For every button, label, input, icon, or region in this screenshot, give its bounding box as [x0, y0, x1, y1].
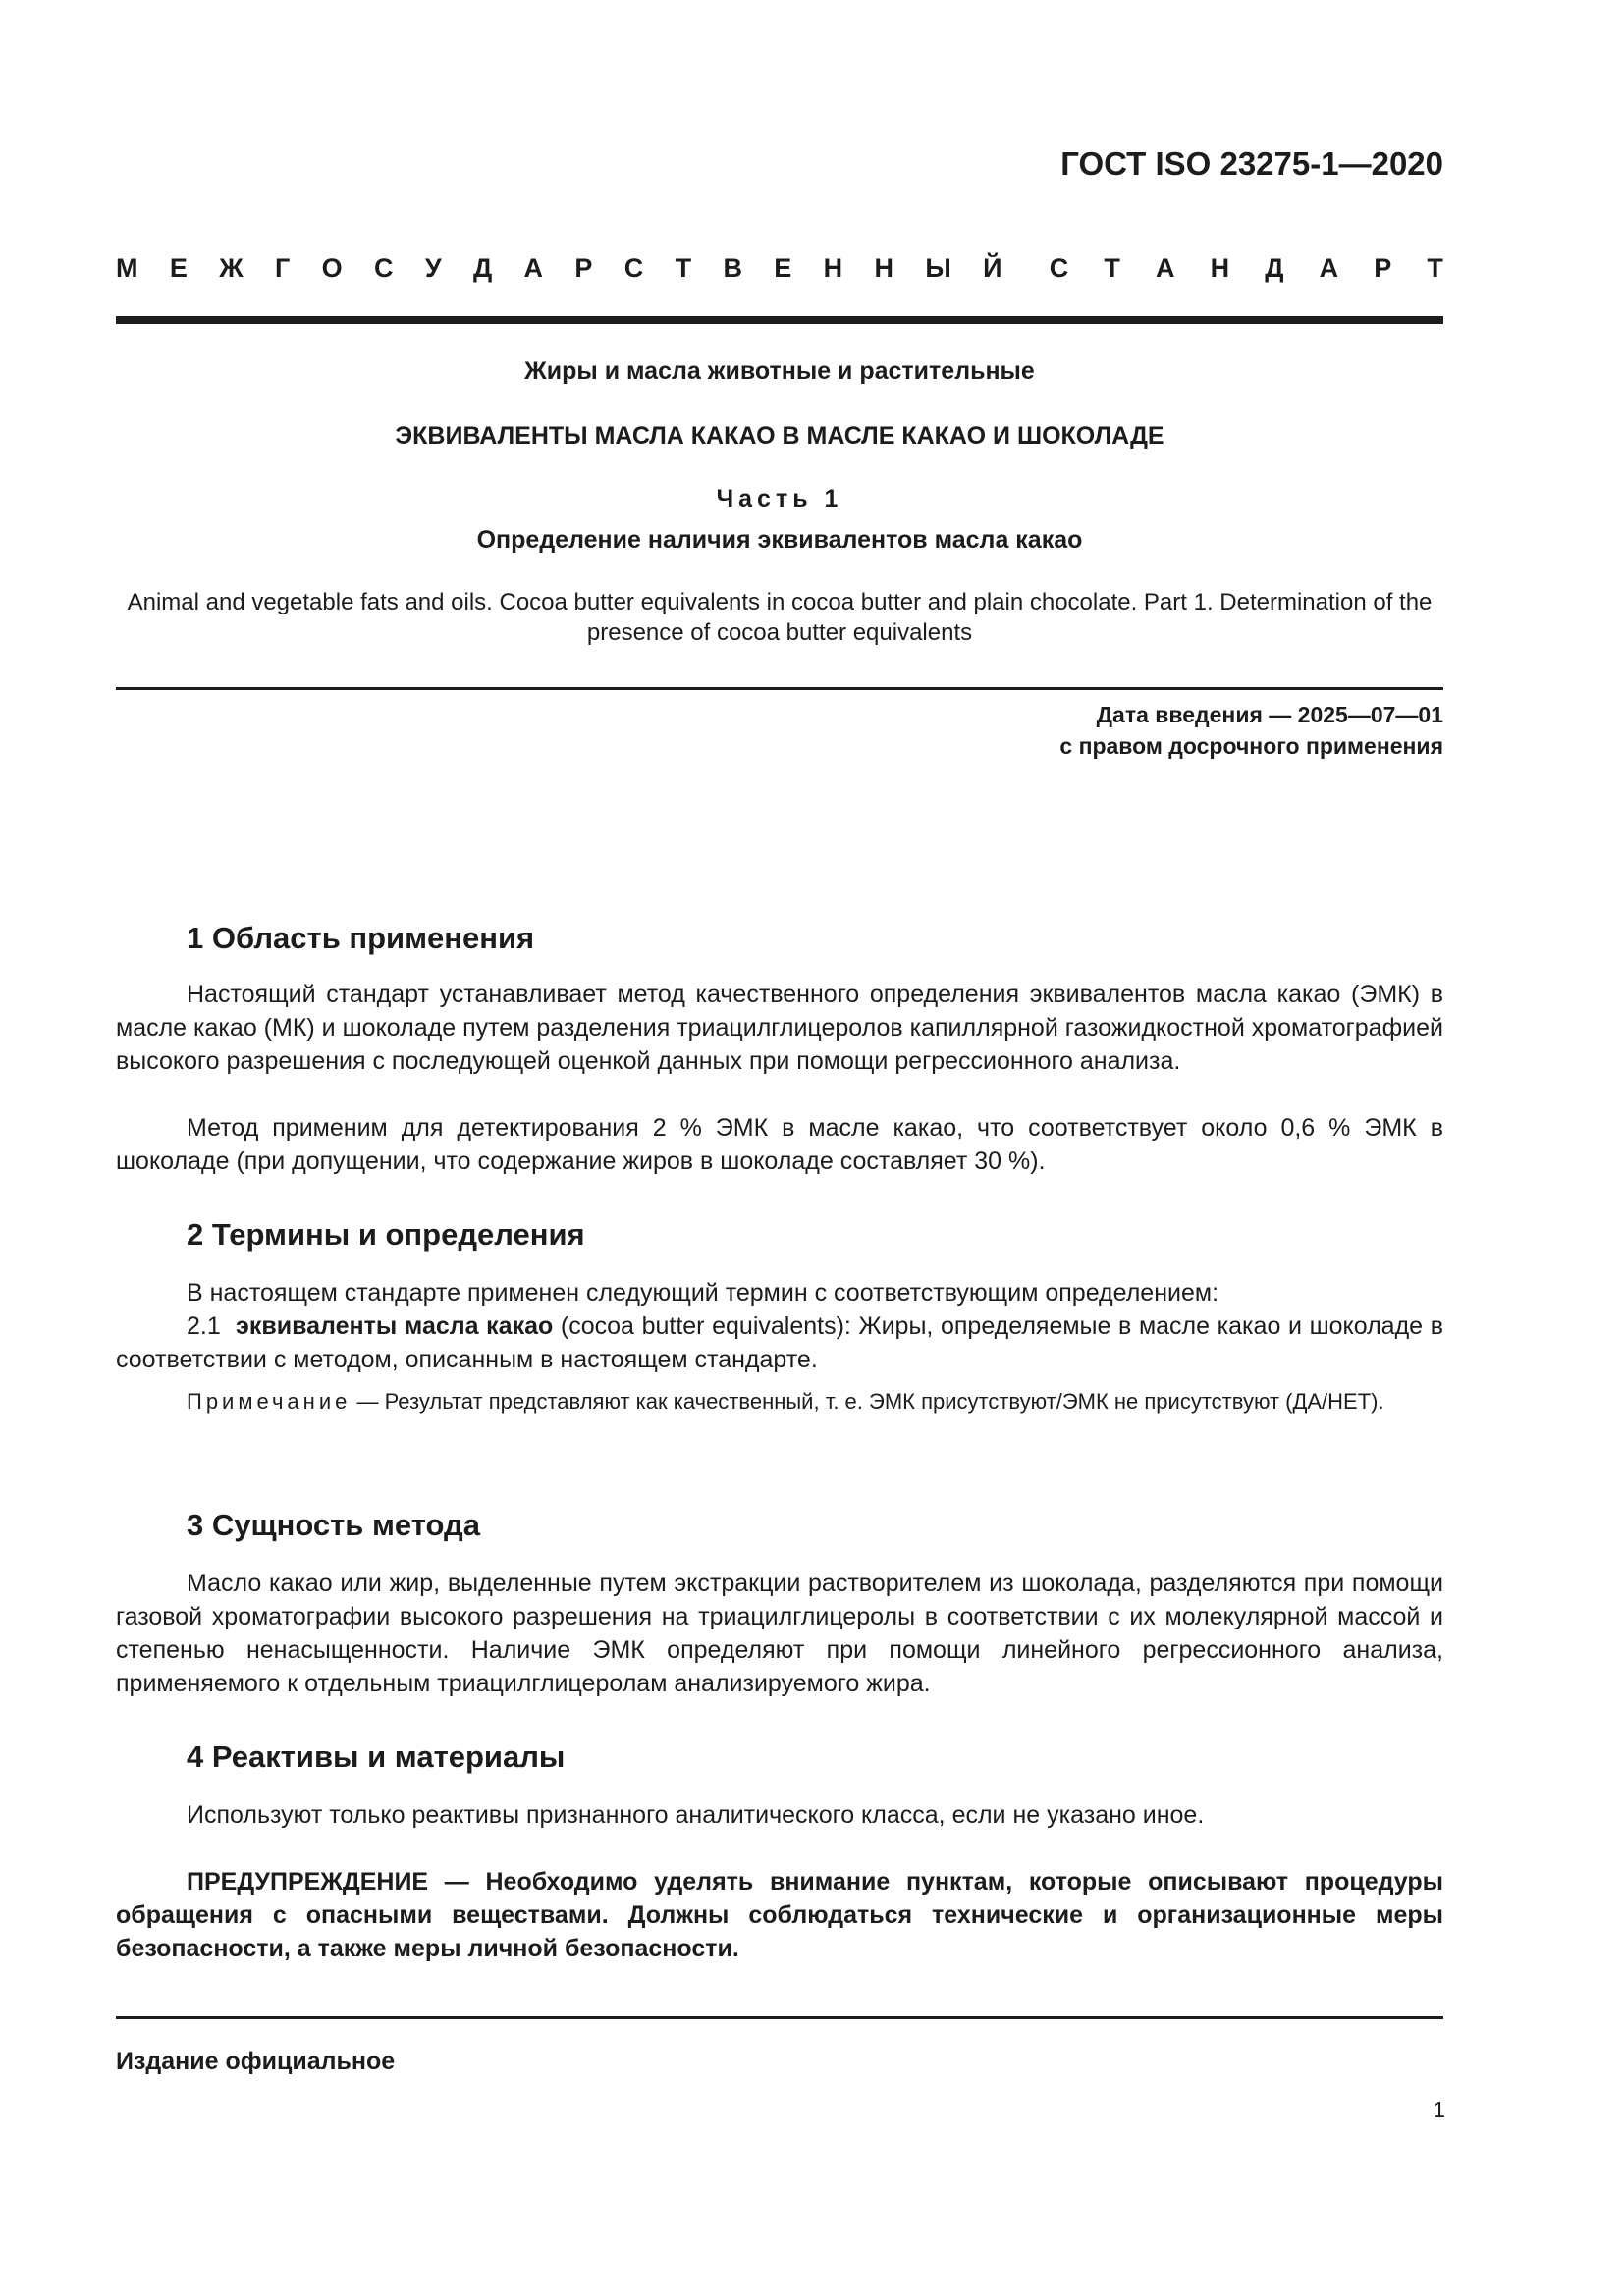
standard-kind-letter: Т	[1104, 253, 1120, 283]
section-1-paragraph-2: Метод применим для детектирования 2 % ЭМК в масле какао, что соответствует около 0,6 % ЭМК в шоколаде (при допущении, что содержание жиров в шоколаде составляет 30 %).	[116, 1114, 1443, 1175]
section-4-paragraph-1: Используют только реактивы признанного аналитического класса, если не указано иное.	[187, 1801, 1205, 1829]
standard-kind-letter: Н	[1210, 253, 1230, 283]
page-number: 1	[1433, 2097, 1445, 2122]
header-rule	[116, 316, 1443, 324]
standard-kind-letter: А	[1156, 253, 1175, 283]
standard-kind-letter: В	[723, 253, 742, 283]
standard-kind-letter: Ы	[925, 253, 951, 283]
standard-kind-letter: Р	[1374, 253, 1392, 283]
standard-kind-letter: Ж	[219, 253, 244, 283]
introduction-date-block	[1059, 699, 1443, 762]
standard-kind-letter: Г	[274, 253, 291, 283]
standard-kind-letter: Д	[1265, 253, 1284, 283]
term-definition	[116, 1309, 1443, 1376]
early-application-note: с правом досрочного применения	[1059, 733, 1443, 759]
section-1-paragraph-1: Настоящий стандарт устанавливает метод качественного определения эквивалентов масла какао (ЭМК) в масле какао (МК) и шоколаде путем разделения триацилглицеролов капиллярной газожидкостной хроматографией высокого разрешения с последующей оценкой данных при помощи регрессионного анализа.	[116, 981, 1443, 1075]
term-name: эквиваленты масла какао	[236, 1312, 554, 1340]
section-3-paragraph-1: Масло какао или жир, выделенные путем экстракции растворителем из шоколада, разделяются при помощи газовой хроматографии высокого разрешения на триацилглицеролы в соответствии с их молекулярной массой и степенью ненасыщенности. Наличие ЭМК определяют при помощи линейного регрессионного анализа, применяемого к отдельным триацилглицеролам анализируемого жира.	[116, 1570, 1443, 1697]
standard-kind-word-2	[1050, 253, 1443, 284]
standard-kind	[116, 253, 1443, 284]
document-code: ГОСТ ISO 23275-1—2020	[1060, 145, 1443, 182]
section-3-heading: 3 Сущность метода	[187, 1508, 480, 1542]
standard-kind-letter: С	[623, 253, 644, 283]
standard-kind-letter: С	[373, 253, 394, 283]
section-4-heading: 4 Реактивы и материалы	[187, 1739, 566, 1774]
standard-kind-letter: Е	[169, 253, 188, 283]
section-2-paragraph-1: В настоящем стандарте применен следующий термин с соответствующим определением:	[187, 1279, 1219, 1307]
english-title: Animal and vegetable fats and oils. Cocoa butter equivalents in cocoa butter and plain chocolate. Part 1. Determination of the presence of cocoa butter equivalents	[127, 589, 1433, 646]
introduction-date: Дата введения — 2025—07—01	[1096, 702, 1443, 727]
standard-main-title: ЭКВИВАЛЕНТЫ МАСЛА КАКАО В МАСЛЕ КАКАО И ШОКОЛАДЕ	[395, 422, 1164, 450]
standard-kind-letter: Е	[774, 253, 792, 283]
official-edition-label: Издание официальное	[116, 2048, 396, 2075]
standard-kind-letter: У	[424, 253, 442, 283]
standard-kind-letter: М	[116, 253, 138, 283]
part-number: Часть 1	[716, 485, 843, 512]
standard-kind-letter: А	[523, 253, 544, 283]
term-number: 2.1	[187, 1312, 221, 1340]
standard-kind-letter: Н	[874, 253, 893, 283]
section-2-heading: 2 Термины и определения	[187, 1217, 585, 1252]
standard-kind-letter: Р	[574, 253, 593, 283]
standard-kind-letter: Д	[472, 253, 493, 283]
section-1-heading: 1 Область применения	[187, 921, 535, 955]
term-text: (cocoa butter equivalents): Жиры, определяемые в масле какао и шоколаде в соответствии с методом, описанным в настоящем стандарте.	[116, 1312, 1443, 1373]
standard-kind-letter: Т	[675, 253, 692, 283]
standard-kind-letter: Т	[1427, 253, 1443, 283]
standard-subtitle: Жиры и масла животные и растительные	[524, 357, 1035, 385]
note	[116, 1386, 1443, 1416]
standard-kind-word-1	[116, 253, 1002, 284]
standard-kind-letter: С	[1049, 253, 1069, 283]
footer-rule	[116, 2016, 1443, 2019]
safety-warning: ПРЕДУПРЕЖДЕНИЕ — Необходимо уделять внимание пунктам, которые описывают процедуры обращения с опасными веществами. Должны соблюдаться технические и организационные меры безопасности, а также меры личной безопасности.	[116, 1868, 1443, 1962]
title-rule	[116, 687, 1443, 690]
standard-kind-letter: Й	[983, 253, 1002, 283]
note-text: — Результат представляют как качественный, т. е. ЭМК присутствуют/ЭМК не присутствуют (ДА/НЕТ).	[351, 1389, 1384, 1414]
standard-kind-letter: О	[321, 253, 343, 283]
note-label: Примечание	[187, 1389, 352, 1414]
standard-kind-letter: А	[1319, 253, 1339, 283]
part-title: Определение наличия эквивалентов масла какао	[476, 526, 1083, 554]
standard-kind-letter: Н	[823, 253, 843, 283]
